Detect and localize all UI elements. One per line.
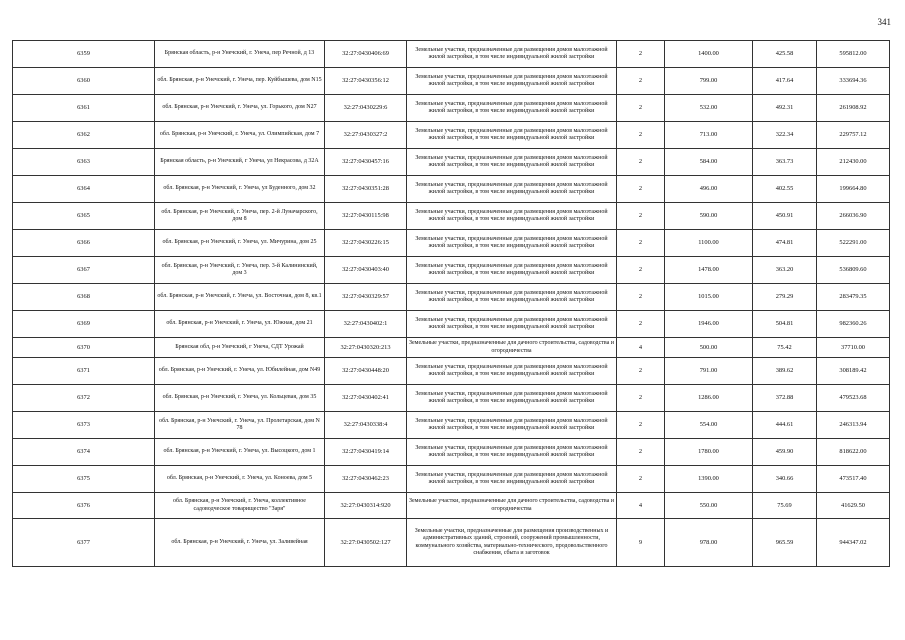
cadastral-number-cell: 32:27:0430403:40 xyxy=(325,257,407,284)
area-cell: 978.00 xyxy=(665,519,753,567)
area-cell: 1780.00 xyxy=(665,439,753,466)
use-group-cell: 2 xyxy=(617,122,665,149)
use-group-cell: 2 xyxy=(617,284,665,311)
row-number: 6369 xyxy=(13,311,155,338)
row-number: 6362 xyxy=(13,122,155,149)
row-number: 6367 xyxy=(13,257,155,284)
land-registry-table xyxy=(12,40,890,567)
row-number: 6373 xyxy=(13,412,155,439)
cadastral-value-cell: 266036.90 xyxy=(817,203,890,230)
specific-value-cell: 75.42 xyxy=(753,338,817,358)
table-body xyxy=(13,41,890,567)
specific-value-cell: 444.61 xyxy=(753,412,817,439)
cadastral-value-cell: 37710.00 xyxy=(817,338,890,358)
specific-value-cell: 372.88 xyxy=(753,385,817,412)
land-use-cell: Земельные участки, предназначенные для размещения домов малоэтажной жилой застройки, в том числе индивидуальной жилой застройки xyxy=(407,284,617,311)
specific-value-cell: 389.62 xyxy=(753,358,817,385)
use-group-cell: 2 xyxy=(617,466,665,493)
cadastral-number-cell: 32:27:0430406:69 xyxy=(325,41,407,68)
address-cell: обл. Брянская, р-н Унечский, г. Унеча, ул. Мичурина, дом 25 xyxy=(155,230,325,257)
area-cell: 550.00 xyxy=(665,493,753,519)
table-row xyxy=(13,149,890,176)
cadastral-number-cell: 32:27:0430338:4 xyxy=(325,412,407,439)
cadastral-value-cell: 308189.42 xyxy=(817,358,890,385)
cadastral-value-cell: 246313.94 xyxy=(817,412,890,439)
specific-value-cell: 340.66 xyxy=(753,466,817,493)
use-group-cell: 2 xyxy=(617,68,665,95)
cadastral-value-cell: 982360.26 xyxy=(817,311,890,338)
specific-value-cell: 402.55 xyxy=(753,176,817,203)
address-cell: обл. Брянская, р-н Унечский, г. Унеча, ул. Южная, дом 21 xyxy=(155,311,325,338)
cadastral-value-cell: 522291.00 xyxy=(817,230,890,257)
address-cell: обл. Брянская, р-н Унечский, г. Унеча, ул. Юбилейная, дом N49 xyxy=(155,358,325,385)
row-number: 6364 xyxy=(13,176,155,203)
land-use-cell: Земельные участки, предназначенные для размещения домов малоэтажной жилой застройки, в том числе индивидуальной жилой застройки xyxy=(407,311,617,338)
land-use-cell: Земельные участки, предназначенные для размещения домов малоэтажной жилой застройки, в том числе индивидуальной жилой застройки xyxy=(407,385,617,412)
use-group-cell: 2 xyxy=(617,311,665,338)
table-row xyxy=(13,519,890,567)
use-group-cell: 2 xyxy=(617,149,665,176)
cadastral-value-cell: 199664.80 xyxy=(817,176,890,203)
area-cell: 799.00 xyxy=(665,68,753,95)
use-group-cell: 2 xyxy=(617,358,665,385)
land-use-cell: Земельные участки, предназначенные для размещения домов малоэтажной жилой застройки, в том числе индивидуальной жилой застройки xyxy=(407,257,617,284)
cadastral-value-cell: 818622.00 xyxy=(817,439,890,466)
cadastral-number-cell: 32:27:0430226:15 xyxy=(325,230,407,257)
table-row xyxy=(13,358,890,385)
cadastral-value-cell: 283479.35 xyxy=(817,284,890,311)
row-number: 6375 xyxy=(13,466,155,493)
land-use-cell: Земельные участки, предназначенные для дачного строительства, садоводства и огородничества xyxy=(407,338,617,358)
row-number: 6360 xyxy=(13,68,155,95)
cadastral-number-cell: 32:27:0430320:213 xyxy=(325,338,407,358)
address-cell: Брянская обл, р-н Унечский, г Унеча, СДТ Урожай xyxy=(155,338,325,358)
specific-value-cell: 363.73 xyxy=(753,149,817,176)
address-cell: обл. Брянская, р-н Унечский, г. Унеча, ул. Олимпийская, дом 7 xyxy=(155,122,325,149)
table-row xyxy=(13,230,890,257)
area-cell: 590.00 xyxy=(665,203,753,230)
specific-value-cell: 322.34 xyxy=(753,122,817,149)
table-row xyxy=(13,95,890,122)
cadastral-number-cell: 32:27:0430448:20 xyxy=(325,358,407,385)
row-number: 6376 xyxy=(13,493,155,519)
table-row xyxy=(13,439,890,466)
cadastral-value-cell: 479523.68 xyxy=(817,385,890,412)
table-row xyxy=(13,466,890,493)
cadastral-value-cell: 229757.12 xyxy=(817,122,890,149)
specific-value-cell: 459.90 xyxy=(753,439,817,466)
cadastral-number-cell: 32:27:0430115:98 xyxy=(325,203,407,230)
specific-value-cell: 363.20 xyxy=(753,257,817,284)
use-group-cell: 2 xyxy=(617,439,665,466)
cadastral-value-cell: 595812.00 xyxy=(817,41,890,68)
address-cell: обл. Брянская, р-н Унечский, г. Унеча, пер. 2-й Луначарского, дом 8 xyxy=(155,203,325,230)
cadastral-number-cell: 32:27:0430462:23 xyxy=(325,466,407,493)
address-cell: обл. Брянская, р-н Унечский, г. Унеча, ул. Заливейная xyxy=(155,519,325,567)
table-row xyxy=(13,68,890,95)
cadastral-number-cell: 32:27:0430351:28 xyxy=(325,176,407,203)
area-cell: 500.00 xyxy=(665,338,753,358)
cadastral-number-cell: 32:27:0430356:12 xyxy=(325,68,407,95)
cadastral-number-cell: 32:27:0430402:1 xyxy=(325,311,407,338)
table-row xyxy=(13,284,890,311)
area-cell: 1478.00 xyxy=(665,257,753,284)
land-use-cell: Земельные участки, предназначенные для размещения домов малоэтажной жилой застройки, в том числе индивидуальной жилой застройки xyxy=(407,95,617,122)
area-cell: 1946.00 xyxy=(665,311,753,338)
cadastral-number-cell: 32:27:0430329:57 xyxy=(325,284,407,311)
cadastral-number-cell: 32:27:0430457:16 xyxy=(325,149,407,176)
specific-value-cell: 965.59 xyxy=(753,519,817,567)
area-cell: 791.00 xyxy=(665,358,753,385)
land-use-cell: Земельные участки, предназначенные для размещения домов малоэтажной жилой застройки, в том числе индивидуальной жилой застройки xyxy=(407,439,617,466)
use-group-cell: 2 xyxy=(617,412,665,439)
table-row xyxy=(13,176,890,203)
specific-value-cell: 474.81 xyxy=(753,230,817,257)
specific-value-cell: 492.31 xyxy=(753,95,817,122)
row-number: 6361 xyxy=(13,95,155,122)
use-group-cell: 2 xyxy=(617,385,665,412)
use-group-cell: 2 xyxy=(617,41,665,68)
cadastral-number-cell: 32:27:0430419:14 xyxy=(325,439,407,466)
address-cell: обл. Брянская, р-н Унечский, г. Унеча, пер. 3-й Калининский, дом 3 xyxy=(155,257,325,284)
row-number: 6372 xyxy=(13,385,155,412)
cadastral-number-cell: 32:27:0430502:127 xyxy=(325,519,407,567)
cadastral-number-cell: 32:27:0430314:920 xyxy=(325,493,407,519)
land-use-cell: Земельные участки, предназначенные для размещения домов малоэтажной жилой застройки, в том числе индивидуальной жилой застройки xyxy=(407,68,617,95)
address-cell: обл. Брянская, р-н Унечский, г. Унеча, ул Буденного, дом 32 xyxy=(155,176,325,203)
use-group-cell: 2 xyxy=(617,95,665,122)
cadastral-value-cell: 333694.36 xyxy=(817,68,890,95)
row-number: 6371 xyxy=(13,358,155,385)
use-group-cell: 9 xyxy=(617,519,665,567)
specific-value-cell: 504.81 xyxy=(753,311,817,338)
land-use-cell: Земельные участки, предназначенные для размещения домов малоэтажной жилой застройки, в том числе индивидуальной жилой застройки xyxy=(407,466,617,493)
cadastral-value-cell: 41629.50 xyxy=(817,493,890,519)
cadastral-number-cell: 32:27:0430402:41 xyxy=(325,385,407,412)
table-row xyxy=(13,493,890,519)
land-use-cell: Земельные участки, предназначенные для размещения домов малоэтажной жилой застройки, в том числе индивидуальной жилой застройки xyxy=(407,412,617,439)
table-row xyxy=(13,311,890,338)
specific-value-cell: 425.58 xyxy=(753,41,817,68)
table-row xyxy=(13,122,890,149)
area-cell: 1100.00 xyxy=(665,230,753,257)
use-group-cell: 4 xyxy=(617,338,665,358)
table-row xyxy=(13,257,890,284)
row-number: 6370 xyxy=(13,338,155,358)
use-group-cell: 2 xyxy=(617,230,665,257)
area-cell: 554.00 xyxy=(665,412,753,439)
use-group-cell: 2 xyxy=(617,176,665,203)
land-use-cell: Земельные участки, предназначенные для размещения домов малоэтажной жилой застройки, в том числе индивидуальной жилой застройки xyxy=(407,122,617,149)
area-cell: 1286.00 xyxy=(665,385,753,412)
land-use-cell: Земельные участки, предназначенные для размещения домов малоэтажной жилой застройки, в том числе индивидуальной жилой застройки xyxy=(407,230,617,257)
specific-value-cell: 450.91 xyxy=(753,203,817,230)
address-cell: обл. Брянская, р-н Унечский, г. Унеча, ул. Восточная, дом 8, кв.1 xyxy=(155,284,325,311)
page-number: 341 xyxy=(877,17,891,27)
area-cell: 532.00 xyxy=(665,95,753,122)
use-group-cell: 4 xyxy=(617,493,665,519)
address-cell: Брянская область, р-н Унечский, г Унеча, ул Некрасова, д 32А xyxy=(155,149,325,176)
specific-value-cell: 417.64 xyxy=(753,68,817,95)
cadastral-number-cell: 32:27:0430327:2 xyxy=(325,122,407,149)
land-use-cell: Земельные участки, предназначенные для размещения домов малоэтажной жилой застройки, в том числе индивидуальной жилой застройки xyxy=(407,41,617,68)
row-number: 6365 xyxy=(13,203,155,230)
specific-value-cell: 75.69 xyxy=(753,493,817,519)
land-use-cell: Земельные участки, предназначенные для размещения производственных и административных зданий, строений, сооружений промышленности, коммунального хозяйства, материально-технического, продовольственного снабжения, сбыта и заготовок xyxy=(407,519,617,567)
use-group-cell: 2 xyxy=(617,257,665,284)
cadastral-number-cell: 32:27:0430229:6 xyxy=(325,95,407,122)
area-cell: 496.00 xyxy=(665,176,753,203)
table-row xyxy=(13,41,890,68)
address-cell: обл. Брянская, р-н Унечский, г. Унеча, пер. Куйбышева, дом N15 xyxy=(155,68,325,95)
land-use-cell: Земельные участки, предназначенные для размещения домов малоэтажной жилой застройки, в том числе индивидуальной жилой застройки xyxy=(407,176,617,203)
cadastral-value-cell: 261908.92 xyxy=(817,95,890,122)
land-use-cell: Земельные участки, предназначенные для размещения домов малоэтажной жилой застройки, в том числе индивидуальной жилой застройки xyxy=(407,149,617,176)
address-cell: Брянская область, р-н Унечский, г. Унеча, пер Речной, д 13 xyxy=(155,41,325,68)
row-number: 6366 xyxy=(13,230,155,257)
row-number: 6374 xyxy=(13,439,155,466)
specific-value-cell: 279.29 xyxy=(753,284,817,311)
address-cell: обл. Брянская, р-н Унечский, г. Унеча, ул. Коноева, дом 5 xyxy=(155,466,325,493)
address-cell: обл. Брянская, р-н Унечский, г. Унеча, коллективное садоводческое товарищество "Заря" xyxy=(155,493,325,519)
table-row xyxy=(13,385,890,412)
cadastral-value-cell: 944347.02 xyxy=(817,519,890,567)
cadastral-value-cell: 536809.60 xyxy=(817,257,890,284)
cadastral-value-cell: 473517.40 xyxy=(817,466,890,493)
table-row xyxy=(13,338,890,358)
address-cell: обл. Брянская, р-н Унечский, г. Унеча, ул. Высоцкого, дом 1 xyxy=(155,439,325,466)
land-use-cell: Земельные участки, предназначенные для дачного строительства, садоводства и огородничества xyxy=(407,493,617,519)
address-cell: обл. Брянская, р-н Унечский, г. Унеча, ул. Пролетарская, дом N 78 xyxy=(155,412,325,439)
use-group-cell: 2 xyxy=(617,203,665,230)
area-cell: 1400.00 xyxy=(665,41,753,68)
row-number: 6377 xyxy=(13,519,155,567)
area-cell: 713.00 xyxy=(665,122,753,149)
land-use-cell: Земельные участки, предназначенные для размещения домов малоэтажной жилой застройки, в том числе индивидуальной жилой застройки xyxy=(407,358,617,385)
row-number: 6363 xyxy=(13,149,155,176)
cadastral-value-cell: 212430.00 xyxy=(817,149,890,176)
table-row xyxy=(13,412,890,439)
land-use-cell: Земельные участки, предназначенные для размещения домов малоэтажной жилой застройки, в том числе индивидуальной жилой застройки xyxy=(407,203,617,230)
row-number: 6359 xyxy=(13,41,155,68)
area-cell: 584.00 xyxy=(665,149,753,176)
table-row xyxy=(13,203,890,230)
area-cell: 1390.00 xyxy=(665,466,753,493)
area-cell: 1015.00 xyxy=(665,284,753,311)
row-number: 6368 xyxy=(13,284,155,311)
address-cell: обл. Брянская, р-н Унечский, г. Унеча, ул. Кольцевая, дом 35 xyxy=(155,385,325,412)
address-cell: обл. Брянская, р-н Унечский, г. Унеча, ул. Горького, дом N27 xyxy=(155,95,325,122)
